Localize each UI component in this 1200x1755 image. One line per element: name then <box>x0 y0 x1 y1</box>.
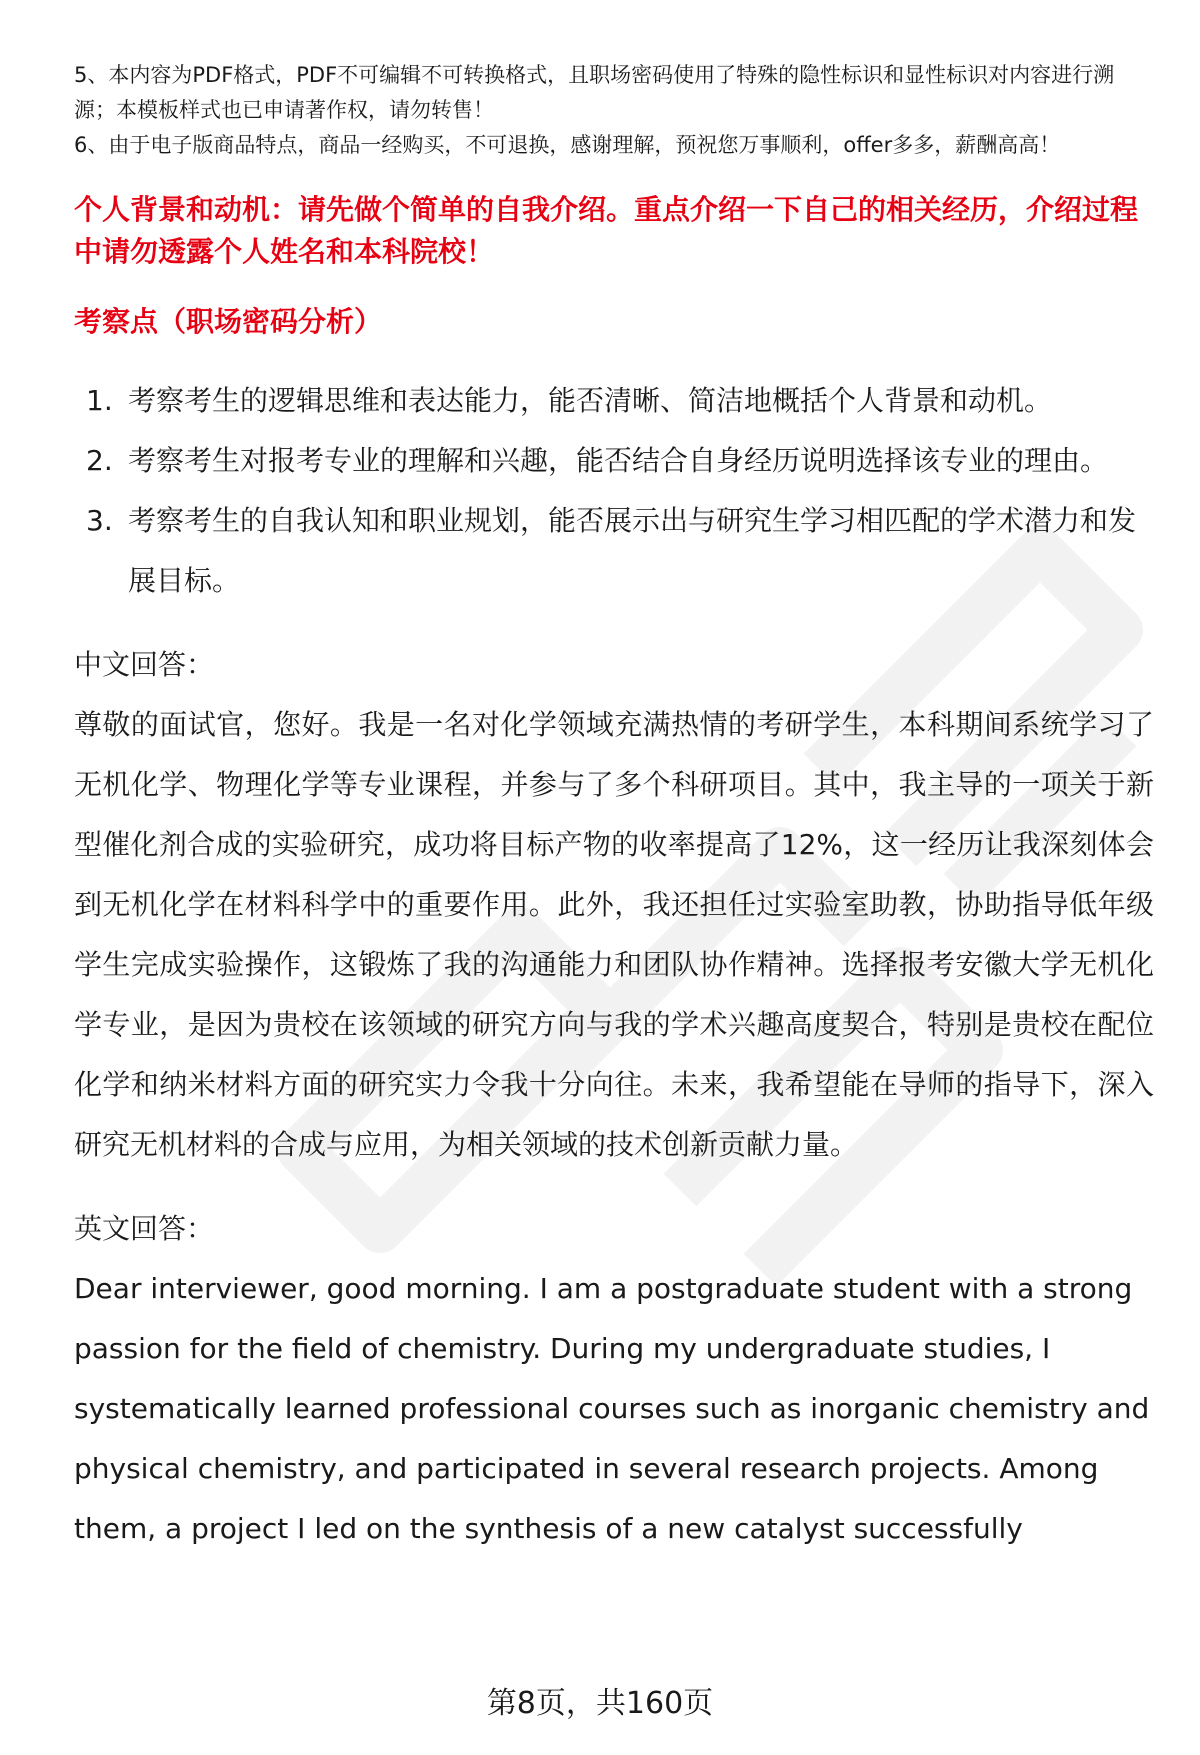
list-number: 1. <box>86 384 113 417</box>
page-footer: 第8页，共160页 <box>486 1686 714 1721</box>
chinese-answer: 尊敬的面试官，您好。我是一名对化学领域充满热情的考研学生，本科期间系统学习了无机化学、物理化学等专业课程，并参与了多个科研项目。其中，我主导的一项关于新型催化剂合成的实验研究，成功将目标产物的收率提高了12%，这一经历让我深刻体会到无机化学在材料科学中的重要作用。此外，我还担任过实验室助教，协助指导低年级学生完成实验操作，这锻炼了我的沟通能力和团队协作精神。选择报考安徽大学无机化学专业，是因为贵校在该领域的研究方向与我的学术兴趣高度契合，特别是贵校在配位化学和纳米材料方面的研究实力令我十分向往。未来，我希望能在导师的指导下，深入研究无机材料的合成与应用，为相关领域的技术创新贡献力量。 <box>74 708 1154 1161</box>
list-number: 2. <box>86 444 113 477</box>
list-number: 3. <box>86 504 113 537</box>
list-text: 考察考生的逻辑思维和表达能力，能否清晰、简洁地概括个人背景和动机。 <box>128 384 1053 417</box>
list-text: 考察考生对报考专业的理解和兴趣，能否结合自身经历说明选择该专业的理由。 <box>128 444 1109 477</box>
question-title: 个人背景和动机：请先做个简单的自我介绍。重点介绍一下自己的相关经历，介绍过程中请勿透露个人姓名和本科院校！ <box>74 193 1139 268</box>
chinese-answer-label: 中文回答： <box>74 648 215 681</box>
analysis-title: 考察点（职场密码分析） <box>74 305 383 338</box>
list-item <box>74 371 1154 431</box>
list-text: 考察考生的自我认知和职业规划，能否展示出与研究生学习相匹配的学术潜力和发展目标。 <box>128 504 1137 597</box>
list-item <box>74 431 1154 491</box>
list-item <box>74 491 1154 611</box>
notice-6: 6、由于电子版商品特点，商品一经购买，不可退换，感谢理解，预祝您万事顺利，offer多多，薪酬高高！ <box>74 133 1061 157</box>
analysis-points <box>74 371 1154 611</box>
english-answer-label: 英文回答： <box>74 1212 215 1245</box>
notice-5: 5、本内容为PDF格式，PDF不可编辑不可转换格式，且职场密码使用了特殊的隐性标识和显性标识对内容进行溯源；本模板样式也已申请著作权，请勿转售！ <box>74 63 1115 122</box>
document-page <box>74 58 1154 1559</box>
english-answer: Dear interviewer, good morning. I am a postgraduate student with a strong passion for the field of chemistry. During my undergraduate studies, I systematically learned professional courses such as inorganic chemistry and physical chemistry, and participated in several research projects. Among them, a project I led on the synthesis of a new catalyst successfully <box>74 1272 1150 1545</box>
